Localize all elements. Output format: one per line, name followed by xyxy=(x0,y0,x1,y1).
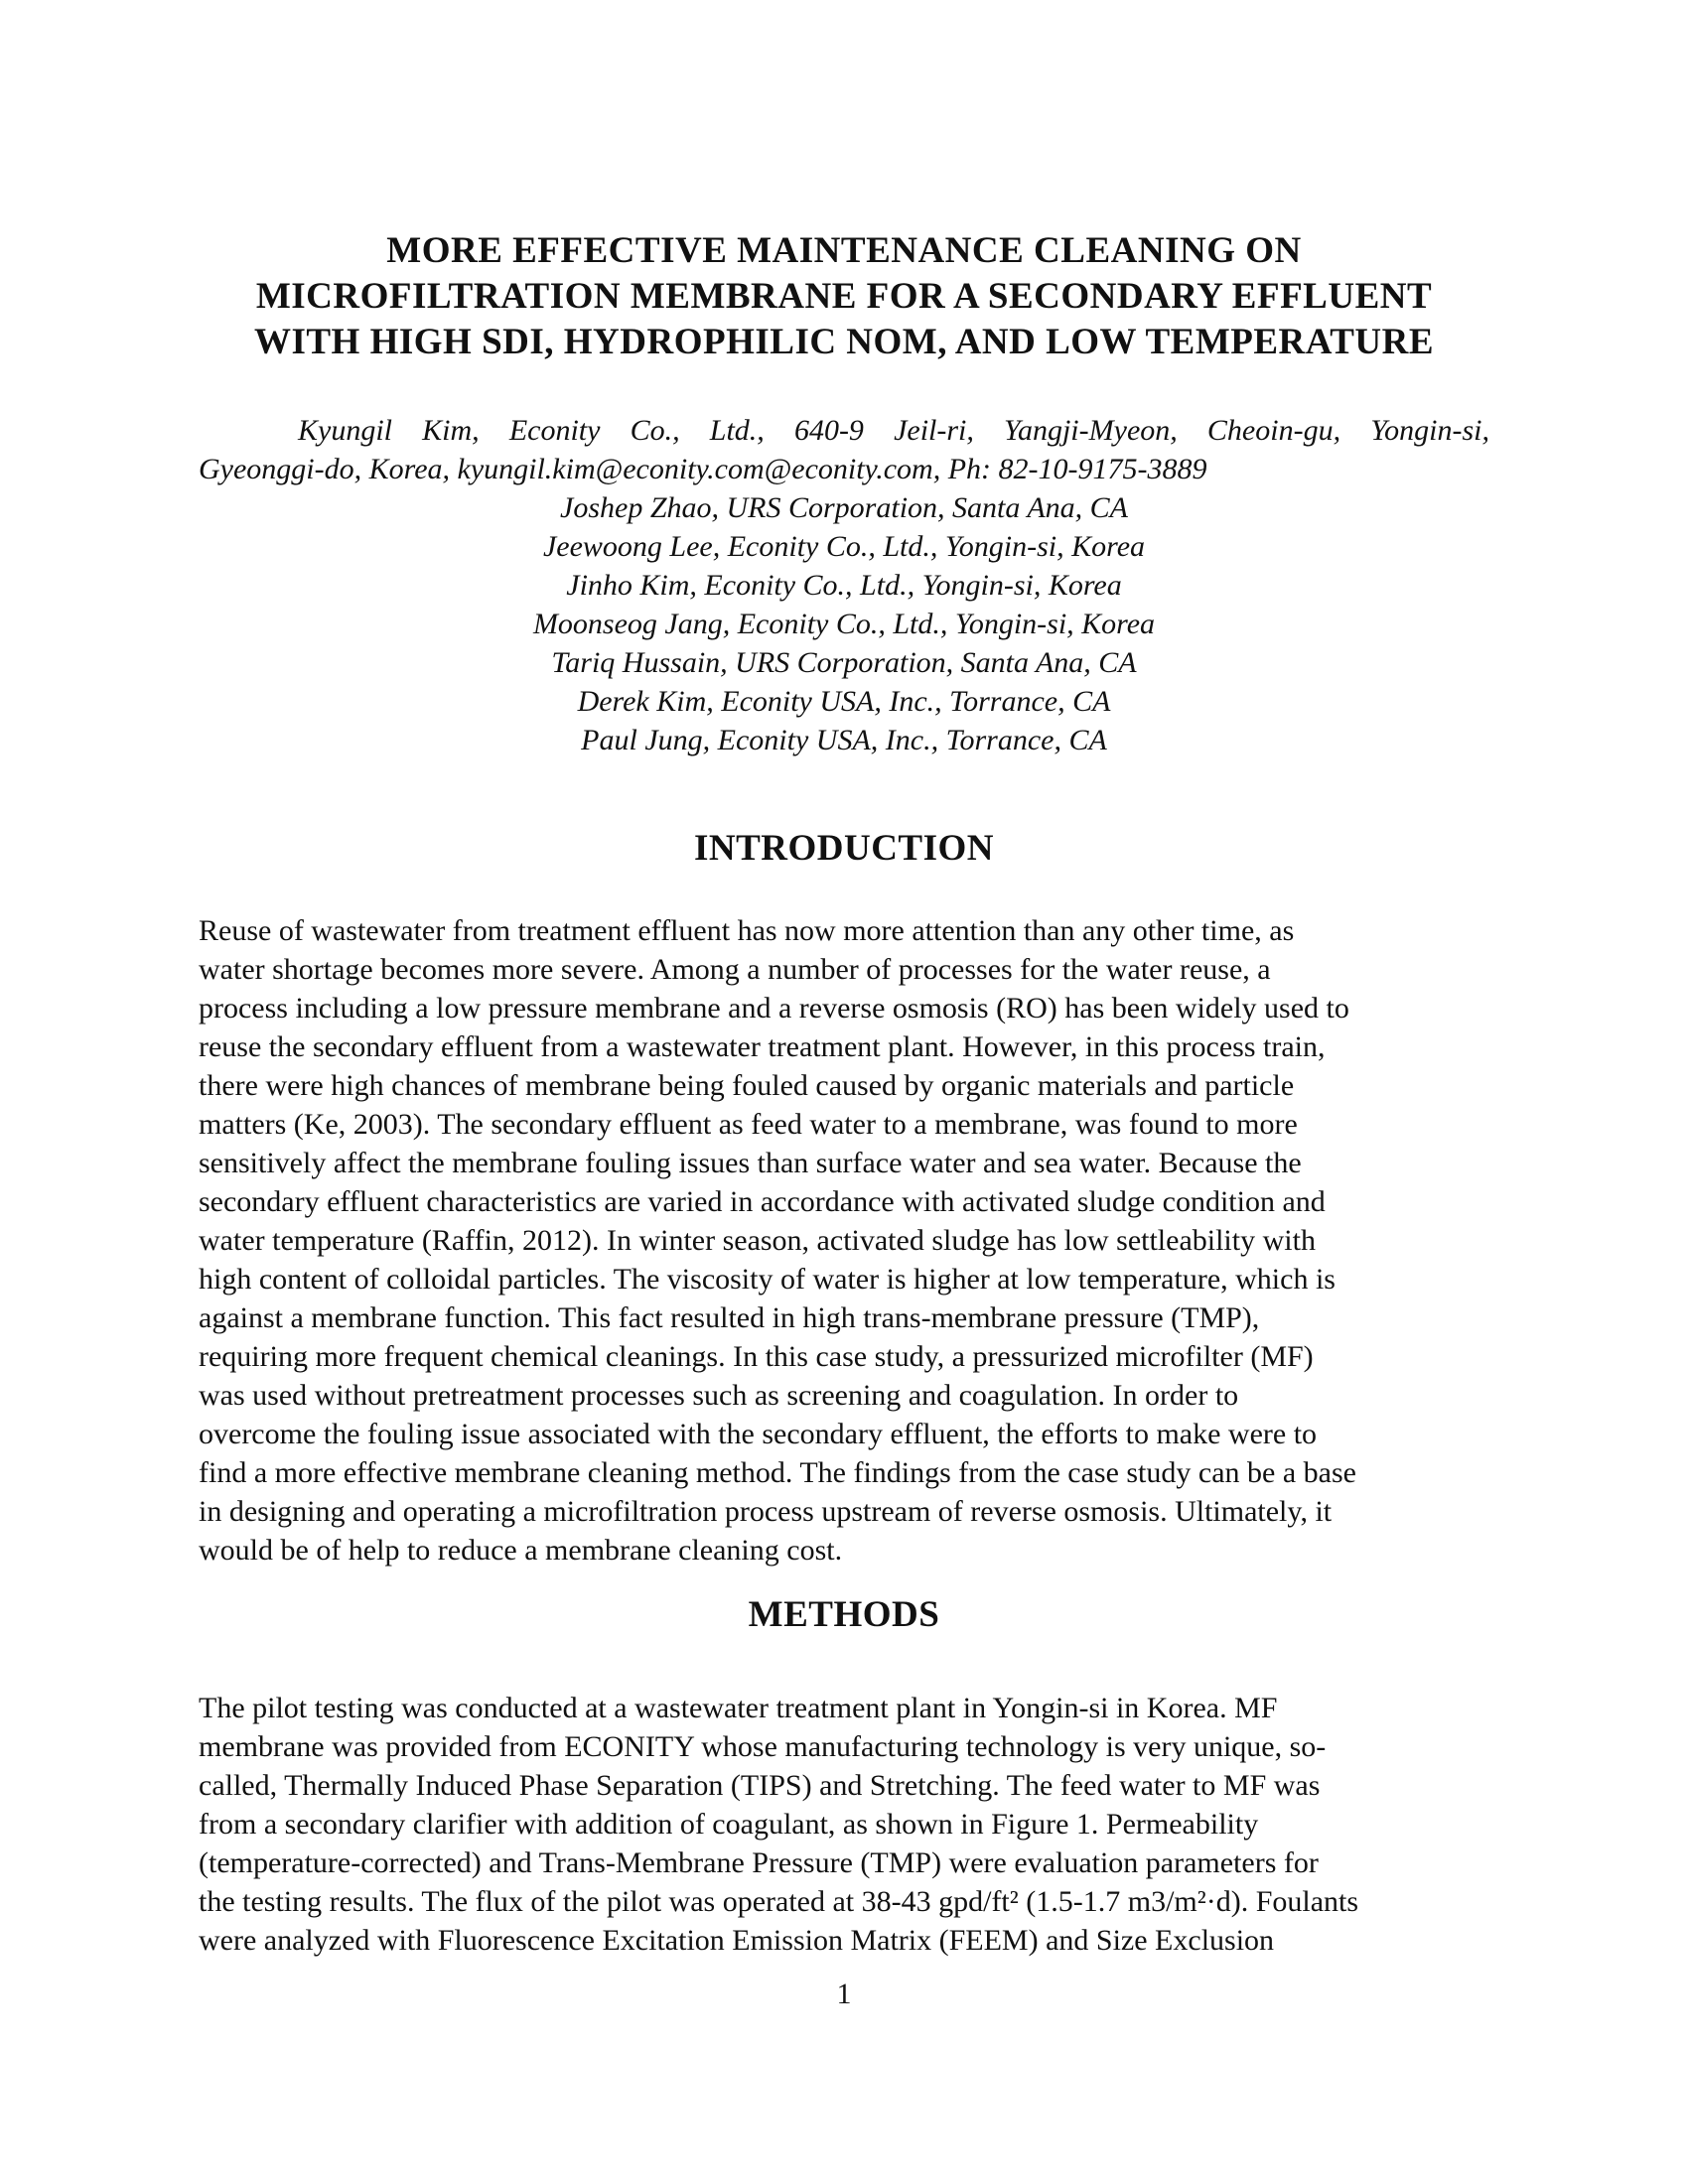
text-line: against a membrane function. This fact resulted in high trans-membrane pressure (TMP), xyxy=(199,1301,1260,1334)
author-lines-centered xyxy=(199,488,1489,759)
text-line: high content of colloidal particles. The viscosity of water is higher at low temperature, which is xyxy=(199,1263,1336,1296)
text-line: requiring more frequent chemical cleanings. In this case study, a pressurized microfilter (MF) xyxy=(199,1340,1314,1373)
text-line: process including a low pressure membrane and a reverse osmosis (RO) has been widely used to xyxy=(199,992,1349,1024)
text-line: there were high chances of membrane being fouled caused by organic materials and particle xyxy=(199,1069,1295,1102)
text-line: secondary effluent characteristics are varied in accordance with activated sludge condition and xyxy=(199,1185,1326,1218)
text-line: water shortage becomes more severe. Among a number of processes for the water reuse, a xyxy=(199,953,1271,986)
text-line: Derek Kim, Econity USA, Inc., Torrance, CA xyxy=(577,685,1111,718)
section-heading-introduction: INTRODUCTION xyxy=(693,828,995,869)
text-line: Paul Jung, Econity USA, Inc., Torrance, CA xyxy=(581,724,1107,756)
text-line: MICROFILTRATION MEMBRANE FOR A SECONDARY EFFLUENT xyxy=(255,276,1433,317)
text-line: from a secondary clarifier with addition of coagulant, as shown in Figure 1. Permeability xyxy=(199,1808,1259,1841)
text-line: Jeewoong Lee, Econity Co., Ltd., Yongin-si, Korea xyxy=(542,530,1146,563)
page-number: 1 xyxy=(836,1978,852,2010)
text-line: Moonseog Jang, Econity Co., Ltd., Yongin-si, Korea xyxy=(532,608,1156,640)
text-line: Jinho Kim, Econity Co., Ltd., Yongin-si, Korea xyxy=(566,569,1122,602)
text-line: matters (Ke, 2003). The secondary effluent as feed water to a membrane, was found to more xyxy=(199,1108,1298,1141)
text-line: find a more effective membrane cleaning method. The findings from the case study can be a base xyxy=(199,1456,1356,1489)
text-line: Reuse of wastewater from treatment effluent has now more attention than any other time, as xyxy=(199,914,1295,947)
author-affiliation-line-contact: Gyeonggi-do, Korea, kyungil.kim@econity.com@econity.com, Ph: 82-10-9175-3889 xyxy=(199,453,1207,485)
text-line: the testing results. The flux of the pilot was operated at 38-43 gpd/ft² (1.5-1.7 m3/m²·d). Foulants xyxy=(199,1885,1359,1918)
text-line: The pilot testing was conducted at a wastewater treatment plant in Yongin-si in Korea. MF xyxy=(199,1692,1278,1724)
text-line: MORE EFFECTIVE MAINTENANCE CLEANING ON xyxy=(386,230,1302,271)
text-line: (temperature-corrected) and Trans-Membrane Pressure (TMP) were evaluation parameters for xyxy=(199,1846,1319,1879)
text-line: in designing and operating a microfiltration process upstream of reverse osmosis. Ultimately, it xyxy=(199,1495,1333,1528)
text-line: Joshep Zhao, URS Corporation, Santa Ana, CA xyxy=(560,491,1128,524)
text-line: membrane was provided from ECONITY whose manufacturing technology is very unique, so- xyxy=(199,1730,1327,1763)
text-line: reuse the secondary effluent from a wastewater treatment plant. However, in this process train, xyxy=(199,1030,1326,1063)
paper-title xyxy=(199,228,1489,365)
text-line: called, Thermally Induced Phase Separation (TIPS) and Stretching. The feed water to MF was xyxy=(199,1769,1321,1802)
text-line: would be of help to reduce a membrane cleaning cost. xyxy=(199,1534,843,1567)
introduction-paragraph xyxy=(199,911,1489,1570)
section-heading-methods: METHODS xyxy=(748,1594,940,1635)
text-line: WITH HIGH SDI, HYDROPHILIC NOM, AND LOW TEMPERATURE xyxy=(253,322,1435,362)
text-line: was used without pretreatment processes such as screening and coagulation. In order to xyxy=(199,1379,1239,1412)
methods-paragraph xyxy=(199,1689,1489,1960)
text-line: overcome the fouling issue associated with the secondary effluent, the efforts to make were to xyxy=(199,1418,1318,1450)
text-line: were analyzed with Fluorescence Excitation Emission Matrix (FEEM) and Size Exclusion xyxy=(199,1924,1275,1957)
author-affiliation-line-justified: Kyungil Kim, Econity Co., Ltd., 640-9 Jeil-ri, Yangji-Myeon, Cheoin-gu, Yongin-si, xyxy=(298,414,1489,447)
text-line: sensitively affect the membrane fouling issues than surface water and sea water. Because the xyxy=(199,1147,1302,1179)
page-content xyxy=(199,0,1489,1960)
text-line: water temperature (Raffin, 2012). In winter season, activated sludge has low settleability with xyxy=(199,1224,1316,1257)
author-block xyxy=(199,411,1489,759)
text-line: Tariq Hussain, URS Corporation, Santa Ana, CA xyxy=(551,646,1137,679)
